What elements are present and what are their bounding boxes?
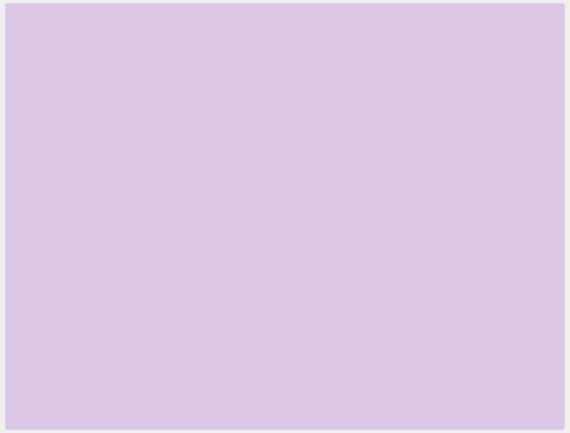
document-page	[6, 4, 564, 429]
